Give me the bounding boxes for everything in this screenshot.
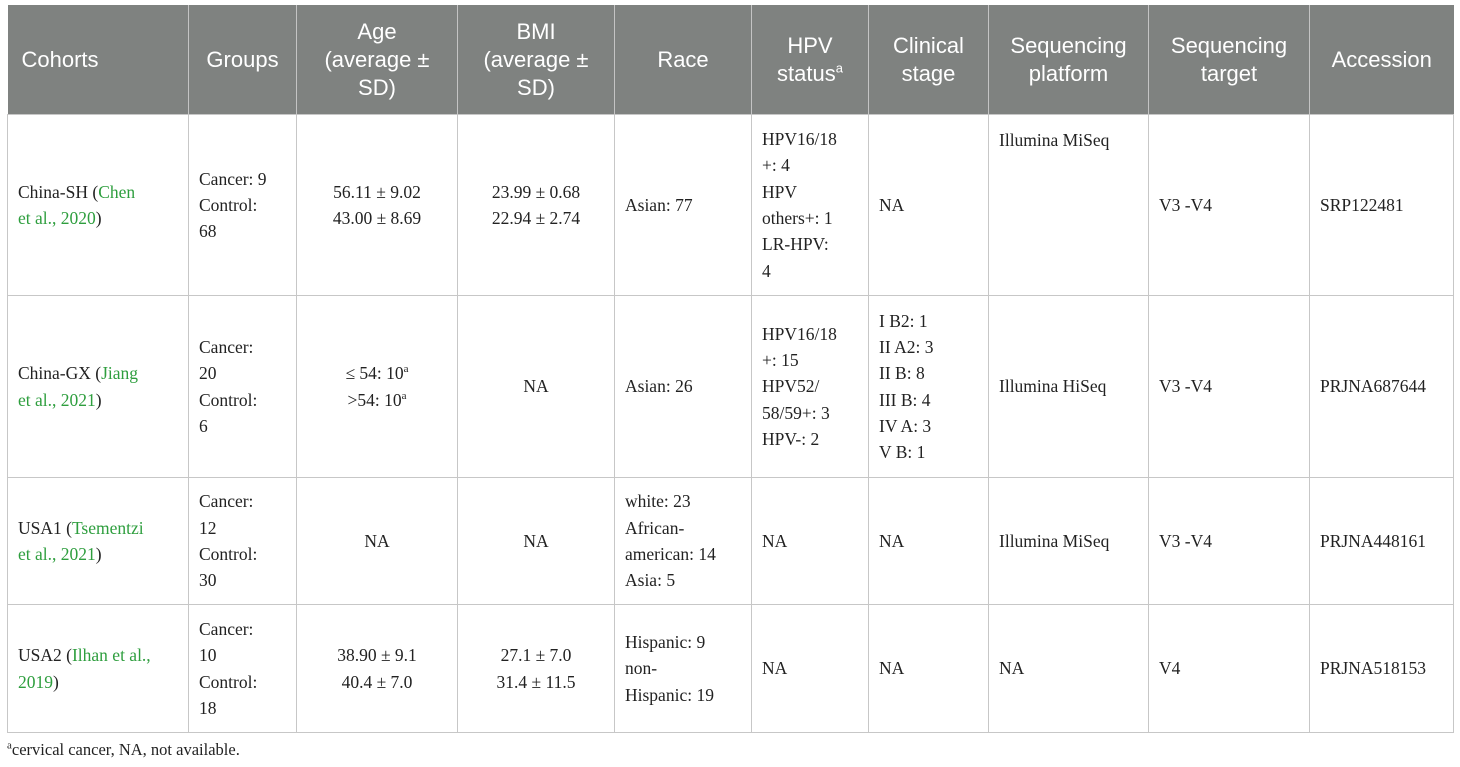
cohort-suffix: ): [95, 389, 102, 410]
accession-line: SRP122481: [1320, 194, 1404, 215]
stage-line: III B: 4: [879, 389, 931, 410]
hpv-line: 4: [762, 260, 771, 281]
header-line: platform: [1028, 60, 1109, 86]
groups-line: Control:: [199, 389, 258, 410]
cohort-table: [7, 5, 1454, 733]
footnote-text: cervical cancer, NA, not available.: [11, 740, 240, 759]
cell-hpv: [752, 478, 869, 605]
hpv-line: HPV52/: [762, 376, 820, 397]
citation-link[interactable]: 2019: [18, 671, 53, 692]
header-line: (average ±: [324, 46, 430, 72]
age-value: ≤ 54: 10: [345, 363, 404, 384]
header-line: Race: [657, 46, 709, 72]
hpv-line: NA: [762, 658, 788, 679]
bmi-line: NA: [523, 530, 549, 551]
citation-link[interactable]: et al., 2021: [18, 389, 96, 410]
cell-groups: [189, 115, 297, 296]
hpv-line: +: 15: [762, 350, 799, 371]
groups-line: 12: [199, 517, 217, 538]
stage-line: IV A: 3: [879, 415, 932, 436]
stage-line: I B2: 1: [879, 310, 928, 331]
hpv-line: HPV16/18: [762, 129, 837, 150]
header-line: Sequencing: [1170, 32, 1288, 58]
header-hpv-status: [752, 5, 869, 115]
footnote-marker: a: [403, 363, 409, 376]
header-sequencing-target: [1149, 5, 1310, 115]
age-line: 56.11 ± 9.02: [333, 181, 421, 202]
groups-line: 6: [199, 415, 208, 436]
groups-line: 20: [199, 363, 217, 384]
cell-cohort: [8, 478, 189, 605]
cell-hpv: [752, 605, 869, 733]
header-cohorts: [8, 5, 189, 115]
cell-platform: [989, 605, 1149, 733]
citation-link[interactable]: Ilhan et al.,: [71, 645, 151, 666]
bmi-line: NA: [523, 376, 549, 397]
hpv-line: HPV16/18: [762, 323, 837, 344]
header-groups: [189, 5, 297, 115]
cell-race: [615, 115, 752, 296]
cell-stage: [869, 115, 989, 296]
cell-hpv: [752, 296, 869, 478]
hpv-line: NA: [762, 530, 788, 551]
race-line: Hispanic: 9: [625, 632, 706, 653]
cohort-line: [18, 669, 178, 695]
age-line: [307, 360, 447, 386]
header-line: Accession: [1331, 46, 1432, 72]
header-race: [615, 5, 752, 115]
cell-stage: [869, 605, 989, 733]
hpv-line: HPV-: 2: [762, 428, 820, 449]
groups-line: Cancer:: [199, 618, 254, 639]
header-line: Sequencing: [1010, 32, 1127, 58]
target-line: V4: [1159, 658, 1181, 679]
platform-line: Illumina MiSeq: [999, 130, 1110, 150]
age-line: 38.90 ± 9.1: [337, 645, 417, 666]
cohort-suffix: ): [95, 208, 102, 228]
cell-bmi: [458, 296, 615, 478]
cohort-name: China-GX (: [18, 363, 102, 384]
age-value: >54: 10: [347, 389, 402, 410]
groups-line: 10: [199, 645, 217, 666]
bmi-line: 23.99 ± 0.68: [491, 181, 581, 202]
race-line: African-: [625, 517, 685, 538]
cell-stage: [869, 296, 989, 478]
header-line: SD): [517, 74, 555, 100]
accession-line: PRJNA448161: [1320, 530, 1426, 551]
footnote-marker: a: [7, 739, 12, 752]
cell-accession: [1310, 605, 1454, 733]
header-line: Age: [357, 18, 397, 44]
citation-link[interactable]: et al., 2020: [18, 208, 96, 228]
header-line-text: status: [777, 60, 836, 86]
header-bmi: [458, 5, 615, 115]
stage-line: NA: [879, 658, 905, 679]
cell-platform: [989, 478, 1149, 605]
table-footnote: [7, 740, 240, 760]
cell-cohort: [8, 296, 189, 478]
hpv-line: others+: 1: [762, 208, 833, 228]
hpv-line: HPV: [762, 181, 798, 202]
stage-line: II B: 8: [879, 363, 925, 384]
cell-stage: [869, 478, 989, 605]
groups-line: Cancer:: [199, 491, 254, 512]
cohort-line: [18, 360, 178, 386]
citation-link[interactable]: Chen: [98, 181, 136, 202]
header-row: [8, 5, 1454, 115]
groups-line: Control:: [199, 194, 258, 215]
header-line: target: [1200, 60, 1258, 86]
age-line: 40.4 ± 7.0: [341, 671, 413, 692]
age-line: [307, 387, 447, 413]
cell-race: [615, 478, 752, 605]
cohort-line: [18, 179, 178, 205]
header-line: Cohorts: [21, 46, 99, 72]
cell-accession: [1310, 115, 1454, 296]
header-sequencing-platform: [989, 5, 1149, 115]
cell-target: [1149, 115, 1310, 296]
citation-link[interactable]: et al., 2021: [18, 544, 96, 564]
header-line: Groups: [206, 46, 279, 72]
cell-age: [297, 296, 458, 478]
cell-accession: [1310, 296, 1454, 478]
header-line: Clinical: [893, 32, 964, 58]
target-line: V3 -V4: [1159, 376, 1212, 397]
age-line: 43.00 ± 8.69: [332, 208, 422, 228]
cell-race: [615, 605, 752, 733]
groups-line: Control:: [199, 544, 258, 564]
groups-line: Cancer:: [199, 336, 254, 357]
groups-line: Control:: [199, 671, 258, 692]
header-accession: [1310, 5, 1454, 115]
cohort-name: USA2 (: [18, 645, 72, 666]
header-line: [758, 60, 862, 88]
race-line: Hispanic: 19: [625, 684, 714, 705]
header-line: stage: [901, 60, 956, 86]
cell-bmi: [458, 115, 615, 296]
bmi-line: 31.4 ± 11.5: [496, 671, 576, 692]
cell-age: [297, 605, 458, 733]
cell-accession: [1310, 478, 1454, 605]
cell-race: [615, 296, 752, 478]
stage-line: NA: [879, 194, 905, 215]
header-line: BMI: [516, 18, 556, 44]
accession-line: PRJNA687644: [1320, 376, 1426, 397]
race-line: american: 14: [625, 544, 716, 564]
race-line: Asian: 77: [625, 194, 693, 215]
cohort-line: [18, 541, 178, 567]
header-line: SD): [358, 74, 396, 100]
stage-line: II A2: 3: [879, 336, 934, 357]
cell-cohort: [8, 115, 189, 296]
target-line: V3 -V4: [1159, 530, 1212, 551]
race-line: non-: [625, 658, 658, 679]
accession-line: PRJNA518153: [1320, 658, 1426, 679]
table-row: [8, 605, 1454, 733]
age-line: NA: [364, 530, 390, 551]
groups-line: Cancer: 9: [199, 168, 267, 189]
table-row: [8, 478, 1454, 605]
groups-line: 30: [199, 570, 217, 591]
cell-target: [1149, 296, 1310, 478]
bmi-line: 22.94 ± 2.74: [491, 208, 581, 228]
groups-line: 18: [199, 697, 217, 718]
stage-line: V B: 1: [879, 442, 926, 463]
cell-platform: [989, 115, 1149, 296]
header-line: HPV: [787, 32, 833, 58]
stage-line: NA: [879, 530, 905, 551]
cell-groups: [189, 478, 297, 605]
hpv-line: 58/59+: 3: [762, 402, 830, 423]
target-line: V3 -V4: [1159, 194, 1212, 215]
cell-groups: [189, 605, 297, 733]
cell-bmi: [458, 605, 615, 733]
header-line: (average ±: [483, 46, 589, 72]
hpv-line: LR-HPV:: [762, 234, 829, 255]
platform-line: NA: [999, 658, 1025, 679]
race-line: Asia: 5: [625, 570, 676, 591]
header-footnote-marker: a: [835, 60, 843, 76]
cohort-suffix: ): [53, 671, 59, 692]
cell-cohort: [8, 605, 189, 733]
citation-link[interactable]: Tsementzi: [71, 517, 144, 538]
cell-age: [297, 115, 458, 296]
cohort-line: [18, 515, 178, 541]
cell-bmi: [458, 478, 615, 605]
groups-line: 68: [199, 221, 217, 242]
race-line: Asian: 26: [625, 376, 693, 397]
cohort-line: [18, 642, 178, 668]
citation-link[interactable]: Jiang: [101, 363, 139, 384]
cell-hpv: [752, 115, 869, 296]
cell-groups: [189, 296, 297, 478]
cohort-line: [18, 387, 178, 413]
platform-line: Illumina HiSeq: [999, 376, 1107, 397]
cohort-suffix: ): [95, 544, 102, 564]
race-line: white: 23: [625, 491, 691, 512]
cohort-name: China-SH (: [18, 181, 99, 202]
header-clinical-stage: [869, 5, 989, 115]
cell-target: [1149, 605, 1310, 733]
table-row: [8, 296, 1454, 478]
cohort-name: USA1 (: [18, 517, 72, 538]
hpv-line: +: 4: [762, 155, 790, 176]
bmi-line: 27.1 ± 7.0: [500, 645, 572, 666]
cohort-line: [18, 205, 178, 231]
cell-platform: [989, 296, 1149, 478]
platform-line: Illumina MiSeq: [999, 530, 1110, 551]
cell-target: [1149, 478, 1310, 605]
cell-age: [297, 478, 458, 605]
table-row: [8, 115, 1454, 296]
header-age: [297, 5, 458, 115]
table-container: [7, 5, 1453, 733]
footnote-marker: a: [401, 389, 407, 402]
